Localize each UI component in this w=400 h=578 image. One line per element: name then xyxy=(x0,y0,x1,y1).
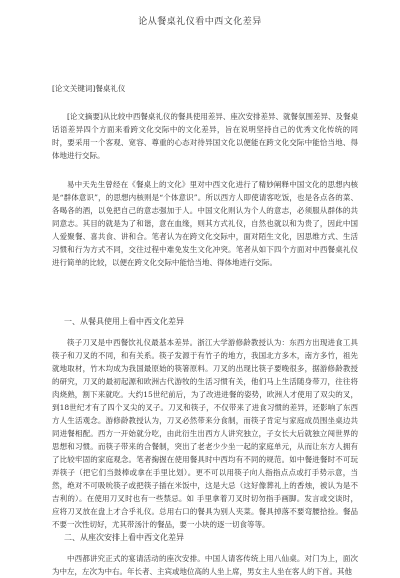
section-2-paragraph: 中西都讲究正式的宴请活动的座次安排。中国人请客传统上用八仙桌。对门为上，面次为中左，左次为中右。年长者、主宾或地位高的人坐上席，男女主人坐在客人的下首。其他 xyxy=(52,554,358,576)
keywords-line: [论文关键词]餐桌礼仪 xyxy=(52,84,126,93)
section-1-heading: 一、从餐具使用上看中西文化差异 xyxy=(64,317,184,326)
document-title: 论从餐桌礼仪看中西文化差异 xyxy=(138,17,262,27)
section-2-heading: 二、从座次安排上看中西文化差异 xyxy=(64,533,184,542)
intro-paragraph: 易中天先生曾经在《餐桌上的文化》里对中西文化进行了精妙阐释中国文化的思想内核是“群体意识”，的思想内核则是“个体意识”。所以西方人即使请客吃饭，也是各点各的菜、各喝各的酒，以免把自己的意志强加于人。中国文化则认为个人的意志，必须服从群体的共同意志。其目的就是为了和谐，意在血缘，则其方式礼仪，自然也就以和为贵了，因此中国人爱聚餐、喜共食、讲和合。笔者认为在跨文化交际中，面对陌生文化，因思维方式、生活习惯和行为方式不同，交往过程中难免发生文化冲突。笔者从如下四个方面对中西餐桌礼仪进行简单的比较，以便在跨文化交际中能恰当地、得体地进行交际。 xyxy=(52,180,358,267)
abstract-paragraph: [论文摘要]从比较中西餐桌礼仪的餐具使用差异、座次安排差异、就餐氛围差异、及餐桌话语差异四个方面来看跨文化交际中的文化差异，旨在说明坚持自己的优秀文化传统的同时，要采用一个客观、宽容、尊重的心态对待异国文化以便能在跨文化交际中能恰当地、得体地进行交际。 xyxy=(52,112,358,160)
section-1-paragraph: 筷子刀叉是中西餐饮礼仪最基本差异。浙江大学游修龄教授认为：东西方出现进食工具筷子和刀叉的不同，和有关系。筷子发源于有竹子的地方，我国北方多木，南方多竹，祖先就地取材，竹木均成为我国最原始的筷箸原料。刀叉的出现比筷子要晚很多，据游修龄教授的研究，刀叉的最初起源和欧洲古代游牧的生活习惯有关，他们马上生活随身带刀，往往将肉烧熟，割下来就吃。大约15世纪前后，为了改进进餐的姿势，欧洲人才使用了双尖的叉，到18世纪才有了四个叉尖的叉子。刀叉和筷子，不仅带来了进食习惯的差异，还影响了东西方人生活观念。游修龄教授认为，刀叉必然带来分食制，而筷子肯定与家庭成员围坐桌边共同进餐相配。西方一开始就分吃，由此衍生出西方人讲究独立，子女长大后就独立闯世界的思想和习惯。而筷子带来的合餐制，突出了老老少少坐一起的家庭单元，从而让东方人拥有了比较牢固的家庭观念。笔者掬握在使用餐具时中西均有不同的规范。如中餐进餐时不可玩弄筷子（把它们当鼓棒或拿在手里比划）。更不可以用筷子向人指指点点或打手势示意，当然，绝对不可吸吮筷子或把筷子插在米饭中，这是大忌（这好像葬礼上的香烛，被认为是不吉利的）。在使用刀叉时也有一些禁忌。如 手里拿着刀叉时切勿指手画脚。发言或交谈时，应将刀叉放在盘上才合乎礼仪。总用右口的餐具为别人夹菜。餐具掉落不要弯腰拾捡。餐品不要一次性切好，尤其带汤汁的餐品，要一小块的逐一切食等等。 xyxy=(52,338,358,529)
